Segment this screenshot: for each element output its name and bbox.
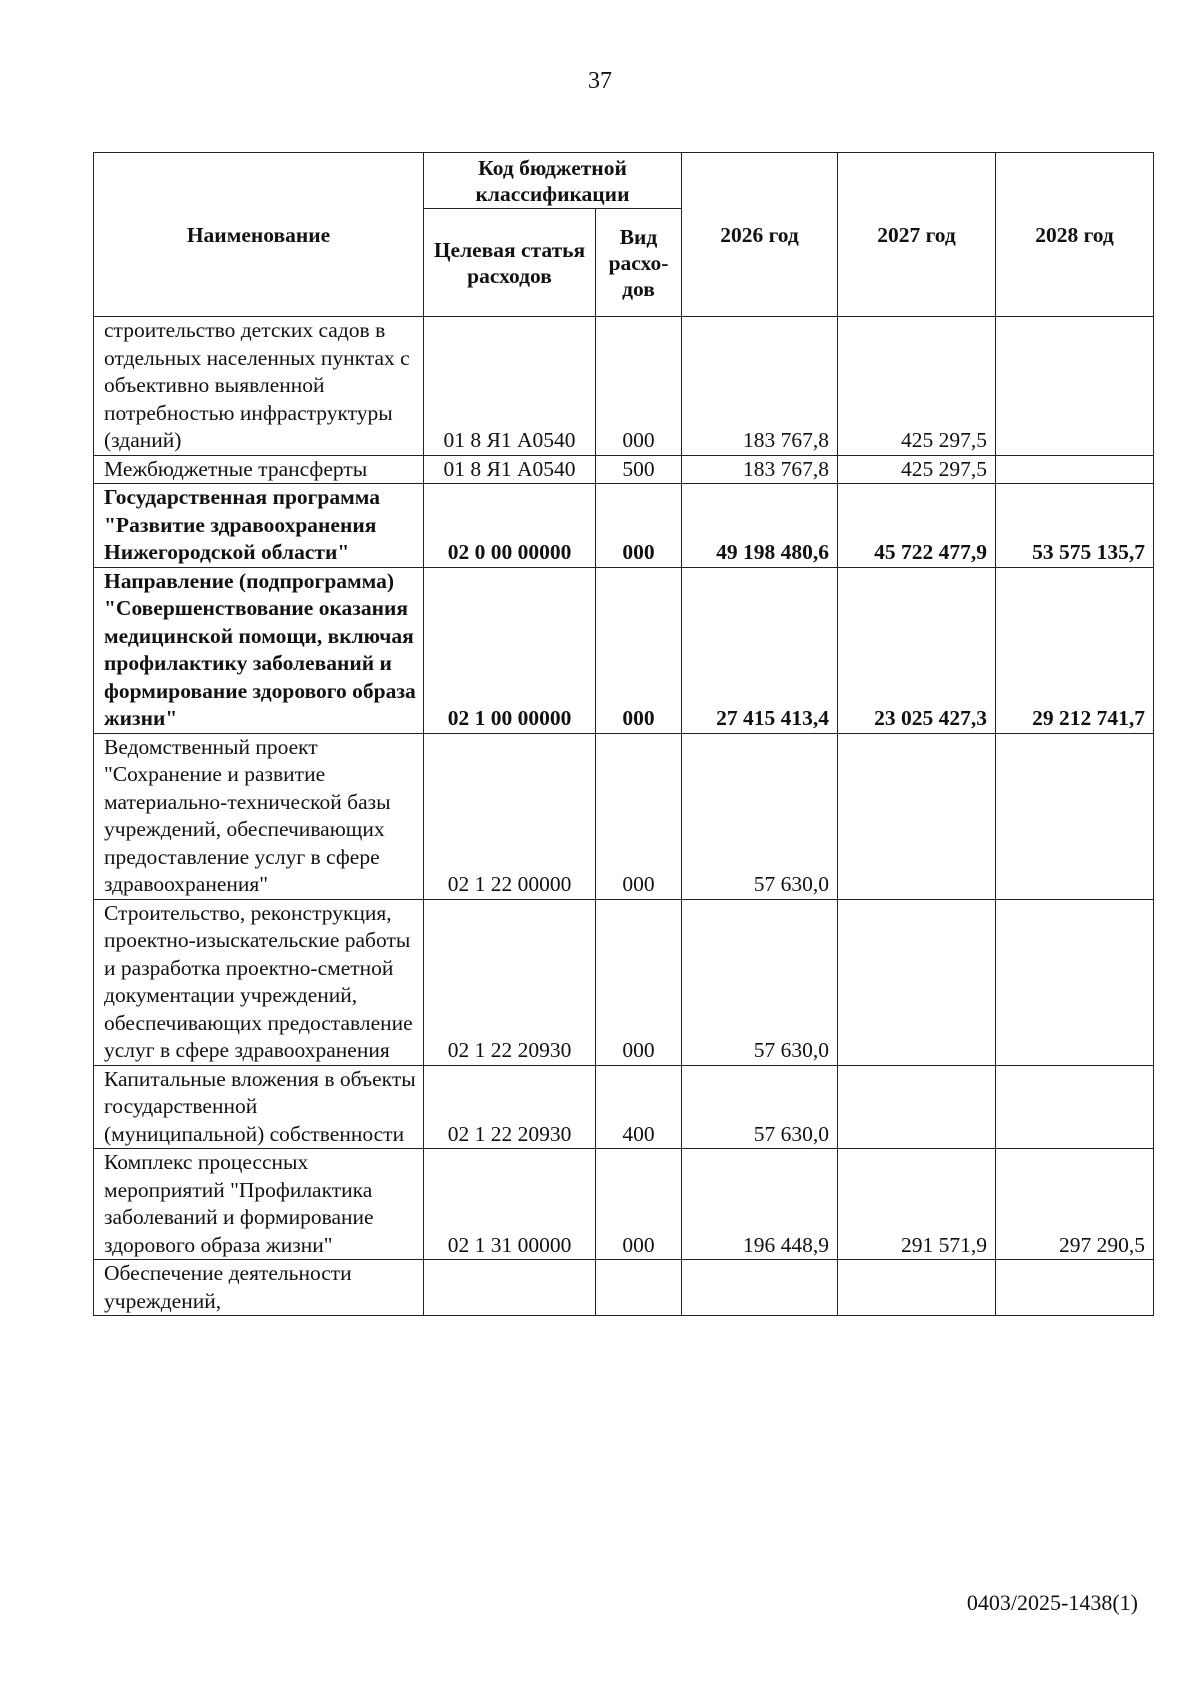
table-row	[94, 1149, 1154, 1260]
header-budget-code: Код бюджетной классификации	[424, 153, 682, 209]
row-2026: 183 767,8	[682, 455, 838, 484]
row-code	[424, 1260, 596, 1316]
row-2028	[996, 733, 1154, 899]
row-name: Ведомственный проект "Сохранение и развитие материально-технической базы учреждений, обеспечивающих предоставление услуг в сфере здравоохранения"	[94, 733, 424, 899]
row-code: 01 8 Я1 А0540	[424, 455, 596, 484]
row-kind	[596, 1260, 682, 1316]
row-name: Направление (подпрограмма) "Совершенствование оказания медицинской помощи, включая профилактику заболеваний и формирование здорового образа жизни"	[94, 567, 424, 733]
row-code: 02 1 31 00000	[424, 1149, 596, 1260]
row-kind: 000	[596, 1149, 682, 1260]
table-row	[94, 455, 1154, 484]
row-kind: 000	[596, 567, 682, 733]
row-name: Комплекс процессных мероприятий "Профилактика заболеваний и формирование здорового образа жизни"	[94, 1149, 424, 1260]
row-kind: 500	[596, 455, 682, 484]
row-2027: 23 025 427,3	[838, 567, 996, 733]
row-2028: 29 212 741,7	[996, 567, 1154, 733]
table-row	[94, 484, 1154, 568]
row-2026	[682, 1260, 838, 1316]
row-2027: 291 571,9	[838, 1149, 996, 1260]
row-2027	[838, 733, 996, 899]
row-code: 02 1 22 20930	[424, 899, 596, 1065]
row-name: Межбюджетные трансферты	[94, 455, 424, 484]
row-2026: 57 630,0	[682, 1065, 838, 1149]
row-2027: 45 722 477,9	[838, 484, 996, 568]
row-2027	[838, 1065, 996, 1149]
row-2028	[996, 1260, 1154, 1316]
row-2026: 57 630,0	[682, 733, 838, 899]
row-2026: 183 767,8	[682, 317, 838, 456]
row-2028: 297 290,5	[996, 1149, 1154, 1260]
table-row	[94, 1065, 1154, 1149]
row-kind: 400	[596, 1065, 682, 1149]
row-2027	[838, 1260, 996, 1316]
row-2028	[996, 317, 1154, 456]
row-kind: 000	[596, 484, 682, 568]
header-2027: 2027 год	[838, 153, 996, 317]
header-2028: 2028 год	[996, 153, 1154, 317]
row-kind: 000	[596, 317, 682, 456]
row-kind: 000	[596, 899, 682, 1065]
row-code: 01 8 Я1 А0540	[424, 317, 596, 456]
row-name: Капитальные вложения в объекты государственной (муниципальной) собственности	[94, 1065, 424, 1149]
row-2026: 49 198 480,6	[682, 484, 838, 568]
header-target-article: Целевая статья расходов	[424, 209, 596, 317]
header-2026: 2026 год	[682, 153, 838, 317]
row-2028	[996, 455, 1154, 484]
header-expense-type: Вид расхо-дов	[596, 209, 682, 317]
row-2026: 196 448,9	[682, 1149, 838, 1260]
row-2028	[996, 899, 1154, 1065]
row-2027: 425 297,5	[838, 317, 996, 456]
header-name: Наименование	[94, 153, 424, 317]
page-number: 37	[588, 68, 612, 94]
table-row	[94, 567, 1154, 733]
table-row	[94, 317, 1154, 456]
row-name: Обеспечение деятельности учреждений,	[94, 1260, 424, 1316]
row-name: Строительство, реконструкция, проектно-изыскательские работы и разработка проектно-сметной документации учреждений, обеспечивающих предоставление услуг в сфере здравоохранения	[94, 899, 424, 1065]
row-2028: 53 575 135,7	[996, 484, 1154, 568]
row-name: Государственная программа "Развитие здравоохранения Нижегородской области"	[94, 484, 424, 568]
table-row	[94, 1260, 1154, 1316]
row-2027	[838, 899, 996, 1065]
row-2027: 425 297,5	[838, 455, 996, 484]
row-kind: 000	[596, 733, 682, 899]
row-name: строительство детских садов в отдельных населенных пунктах с объективно выявленной потребностью инфраструктуры (зданий)	[94, 317, 424, 456]
row-code: 02 1 22 00000	[424, 733, 596, 899]
budget-table	[93, 152, 1154, 1316]
table-row	[94, 733, 1154, 899]
table-row	[94, 899, 1154, 1065]
row-2026: 57 630,0	[682, 899, 838, 1065]
document-registration-code: 0403/2025-1438(1)	[966, 1590, 1138, 1615]
row-code: 02 1 00 00000	[424, 567, 596, 733]
row-code: 02 0 00 00000	[424, 484, 596, 568]
row-2026: 27 415 413,4	[682, 567, 838, 733]
row-2028	[996, 1065, 1154, 1149]
row-code: 02 1 22 20930	[424, 1065, 596, 1149]
